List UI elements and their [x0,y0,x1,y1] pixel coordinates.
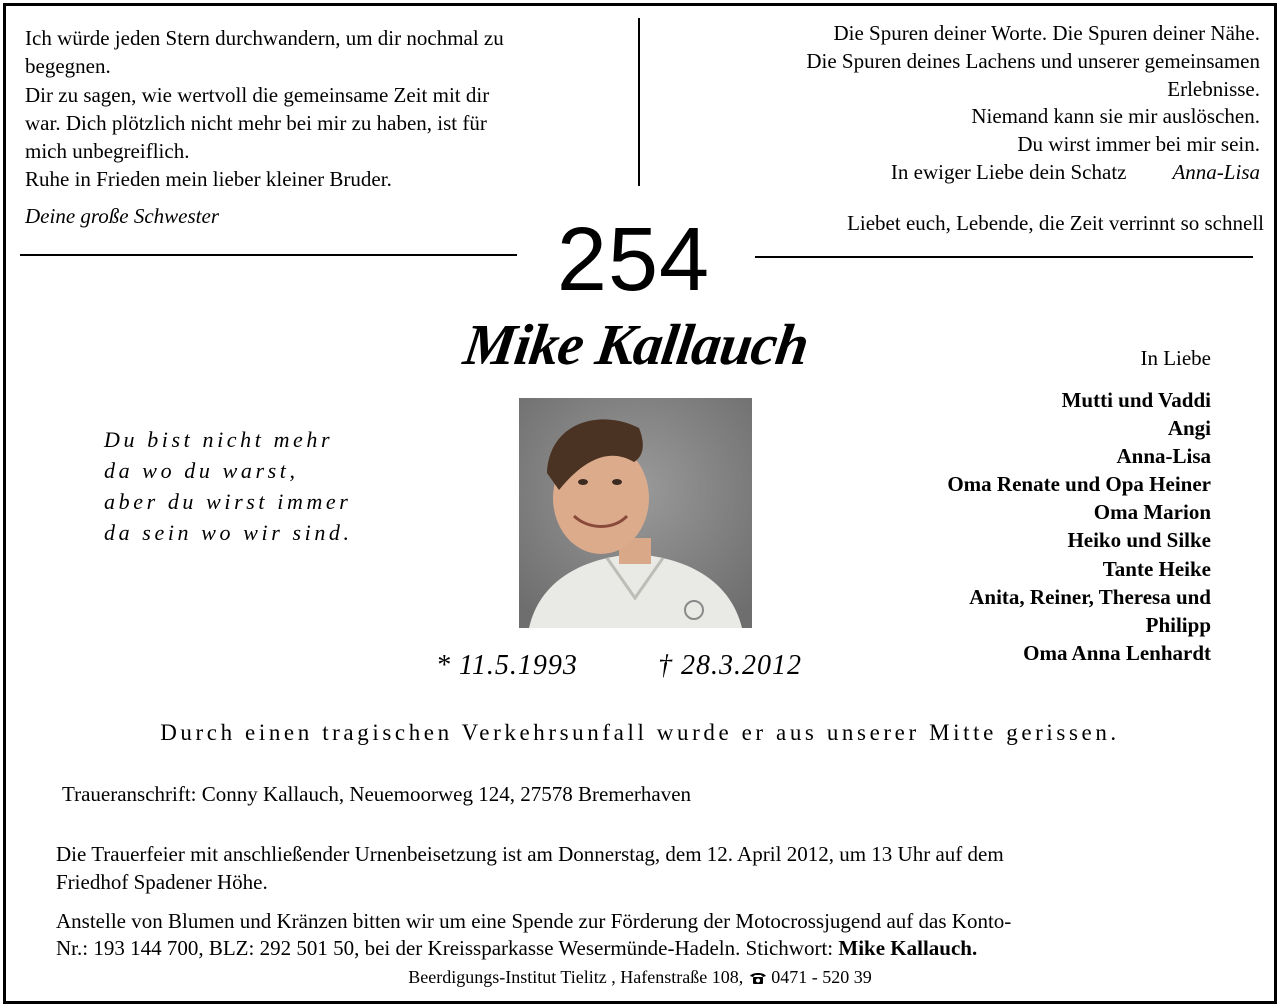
family-member: Oma Anna Lenhardt [1023,640,1211,665]
ceremony-info [56,840,1236,896]
motto: Liebet euch, Lebende, die Zeit verrinnt so schnell [847,211,1264,235]
accident-notice: Durch einen tragischen Verkehrsunfall wurde er aus unserer Mitte gerissen. [160,720,1120,745]
donation-line: Anstelle von Blumen und Kränzen bitten wir um eine Spende zur Förderung der Motocrossjugend auf das Konto- [56,909,1012,933]
poem-line: da sein wo wir sind. [104,520,353,545]
poem-line: Du bist nicht mehr [104,427,334,452]
in-liebe-label: In Liebe [1140,346,1211,370]
ceremony-line: Die Trauerfeier mit anschließender Urnenbeisetzung ist am Donnerstag, dem 12. April 2012, um 13 Uhr auf dem [56,842,1004,866]
birth-date: * 11.5.1993 [436,650,578,681]
family-member: Anita, Reiner, Theresa und [969,584,1211,609]
family-member: Philipp [1145,612,1211,637]
sister-message-line: war. Dich plötzlich nicht mehr bei mir zu haben, ist für [25,110,487,135]
girlfriend-closing-text: In ewiger Liebe dein Schatz [890,159,1127,184]
donation-keyword: Mike Kallauch. [838,936,978,960]
girlfriend-message-line: Erlebnisse. [1167,76,1260,101]
girlfriend-message-line: Niemand kann sie mir auslöschen. [971,104,1260,129]
family-member: Anna-Lisa [1116,444,1211,469]
undertaker-phone: 0471 - 520 39 [771,967,872,987]
family-member: Tante Heike [1102,556,1211,581]
sister-message-line: begegnen. [25,54,111,79]
girlfriend-message-line: Du wirst immer bei mir sein. [1017,132,1260,157]
sister-message-line: Dir zu sagen, wie wertvoll die gemeinsame Zeit mit dir [25,82,490,107]
poem-line: da wo du warst, [104,458,299,483]
sister-signature: Deine große Schwester [25,204,220,228]
sister-message [25,24,625,194]
portrait-illustration [519,398,752,628]
sister-message-line: Ruhe in Frieden mein lieber kleiner Bruder. [25,167,392,192]
ceremony-line: Friedhof Spadener Höhe. [56,870,268,894]
sister-message-line: mich unbegreiflich. [25,139,190,164]
undertaker-text: Beerdigungs-Institut Tielitz , Hafenstraße 108, [408,967,744,987]
donation-line [56,935,1236,962]
memorial-poem [104,424,353,548]
mourning-address: Traueranschrift: Conny Kallauch, Neuemoorweg 124, 27578 Bremerhaven [62,782,692,806]
deceased-name: Mike Kallauch [459,312,813,377]
family-list [831,386,1211,667]
poem-line: aber du wirst immer [104,489,352,514]
girlfriend-signature: Anna-Lisa [1172,159,1260,184]
family-member: Oma Marion [1093,500,1211,525]
death-date: † 28.3.2012 [658,650,802,681]
family-member: Angi [1167,416,1211,441]
family-member: Mutti und Vaddi [1061,388,1211,412]
girlfriend-message-line: Die Spuren deiner Worte. Die Spuren deiner Nähe. [833,21,1260,45]
sister-message-line: Ich würde jeden Stern durchwandern, um dir nochmal zu [25,26,504,50]
donation-line-text: Nr.: 193 144 700, BLZ: 292 501 50, bei der Kreissparkasse Wesermünde-Hadeln. Stichwort: [56,936,834,960]
family-member: Heiko und Silke [1067,528,1211,553]
horizontal-rule-left [20,254,517,256]
girlfriend-closing [640,159,1260,187]
undertaker-info [6,967,1274,990]
notice-number: 254 [556,210,711,310]
obituary-notice [3,3,1277,1004]
donation-info [56,908,1236,962]
girlfriend-message [640,20,1260,187]
telephone-icon [749,969,767,990]
horizontal-rule-right [755,256,1253,258]
girlfriend-message-line: Die Spuren deines Lachens und unserer gemeinsamen [806,48,1260,73]
family-member: Oma Renate und Opa Heiner [947,472,1211,497]
portrait-photo [519,398,752,628]
